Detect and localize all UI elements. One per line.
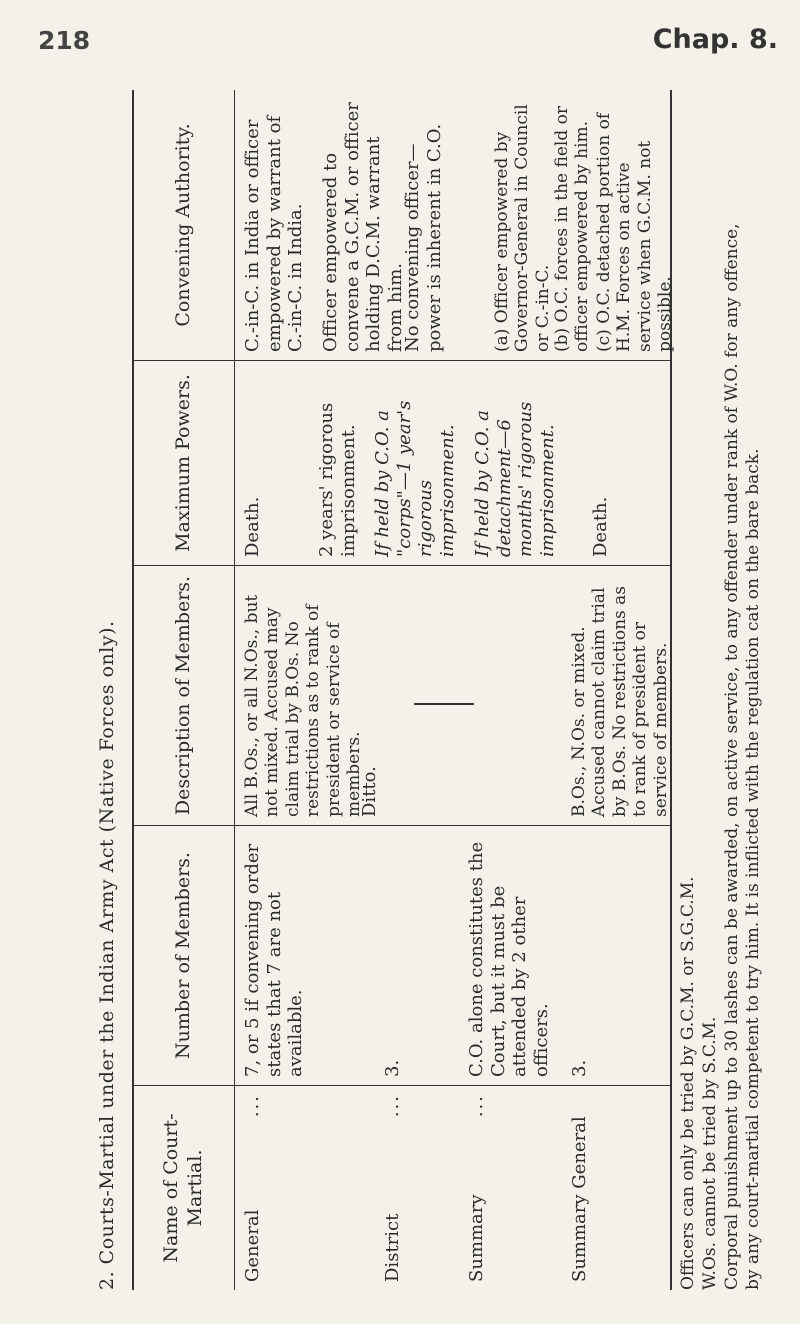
table-cell: 7, or 5 if convening order states that 7 are not available.: [242, 843, 307, 1077]
table-cell: B.Os., N.Os. or mixed. Accused cannot claim trial by B.Os. No restrictions as to rank of president or service of members.: [569, 585, 671, 817]
table-cell: General ...: [242, 1094, 263, 1282]
chapter-label: Chap. 8.: [652, 24, 778, 55]
table-cell: (a) Officer empowered by Governor-General in Council or C.-in-C.: [492, 104, 553, 352]
table-cell: If held by C.O. a "corps"—1 year's rigorous imprisonment.: [372, 400, 458, 557]
table-cell: C.-in-C. in India or officer empowered by warrant of C.-in-C. in India.: [242, 115, 307, 352]
table-cell: If held by C.O. a detachment—6 months' rigorous imprisonment.: [472, 401, 558, 557]
footnotes: [678, 90, 765, 1290]
rotated-page-content: [90, 90, 780, 1290]
table-header-row: [134, 90, 235, 1290]
column-authority: [234, 90, 676, 360]
table-cell: 3.: [382, 1059, 403, 1077]
table-cell: 2 years' rigorous imprisonment.: [316, 402, 359, 557]
ditto-dash: [414, 704, 474, 706]
section-title: 2. Courts-Martial under the Indian Army Act (Native Forces only).: [96, 620, 118, 1290]
table-cell: Death.: [590, 496, 611, 557]
table-cell: Death.: [242, 496, 263, 557]
footnote: Officers can only be tried by G.C.M. or S.G.C.M.: [678, 876, 698, 1290]
footnote: Corporal punishment up to 30 lashes can be awarded, on active service, to any offender under rank of W.O. for any offence,: [721, 223, 742, 1290]
table-cell: No convening officer—power is inherent in C.O.: [402, 123, 445, 352]
column-number: [234, 825, 670, 1085]
header-authority: Convening Authority.: [172, 123, 195, 327]
header-powers: Maximum Powers.: [134, 360, 234, 565]
column-name: [234, 1085, 670, 1290]
table-body: [234, 90, 676, 1290]
column-powers: [234, 360, 670, 565]
header-number: Number of Members.: [134, 825, 234, 1085]
header-name: Name of Court-Martial.: [134, 1085, 234, 1290]
column-description: [234, 565, 670, 825]
table-cell: All B.Os., or all N.Os., but not mixed. Accused may claim trial by B.Os. No restrictions as to rank of president or service of members.: [242, 594, 364, 817]
table-cell: Summary ...: [466, 1094, 487, 1282]
table-cell: Officer empowered to convene a G.C.M. or officer holding D.C.M. warrant from him.: [320, 102, 406, 352]
footnote: by any court-martial competent to try him. It is inflicted with the regulation cat on the bare back.: [743, 448, 764, 1290]
table-cell: Summary General: [569, 1116, 590, 1282]
table-cell: (b) O.C. forces in the field or officer empowered by him.: [552, 106, 593, 352]
table-cell: C.O. alone constitutes the Court, but it must be attended by 2 other officers.: [466, 841, 552, 1077]
header-description: Description of Members.: [134, 565, 234, 825]
footnote: W.Os. cannot be tried by S.C.M.: [699, 1016, 720, 1290]
table-cell: 3.: [569, 1059, 590, 1077]
table-cell: (c) O.C. detached portion of H.M. Forces on active service when G.C.M. not possible.: [594, 112, 676, 352]
courts-martial-table: [132, 90, 676, 1290]
table-cell: Ditto.: [359, 766, 380, 817]
page-number: 218: [38, 26, 91, 55]
table-cell: District ...: [382, 1094, 403, 1282]
